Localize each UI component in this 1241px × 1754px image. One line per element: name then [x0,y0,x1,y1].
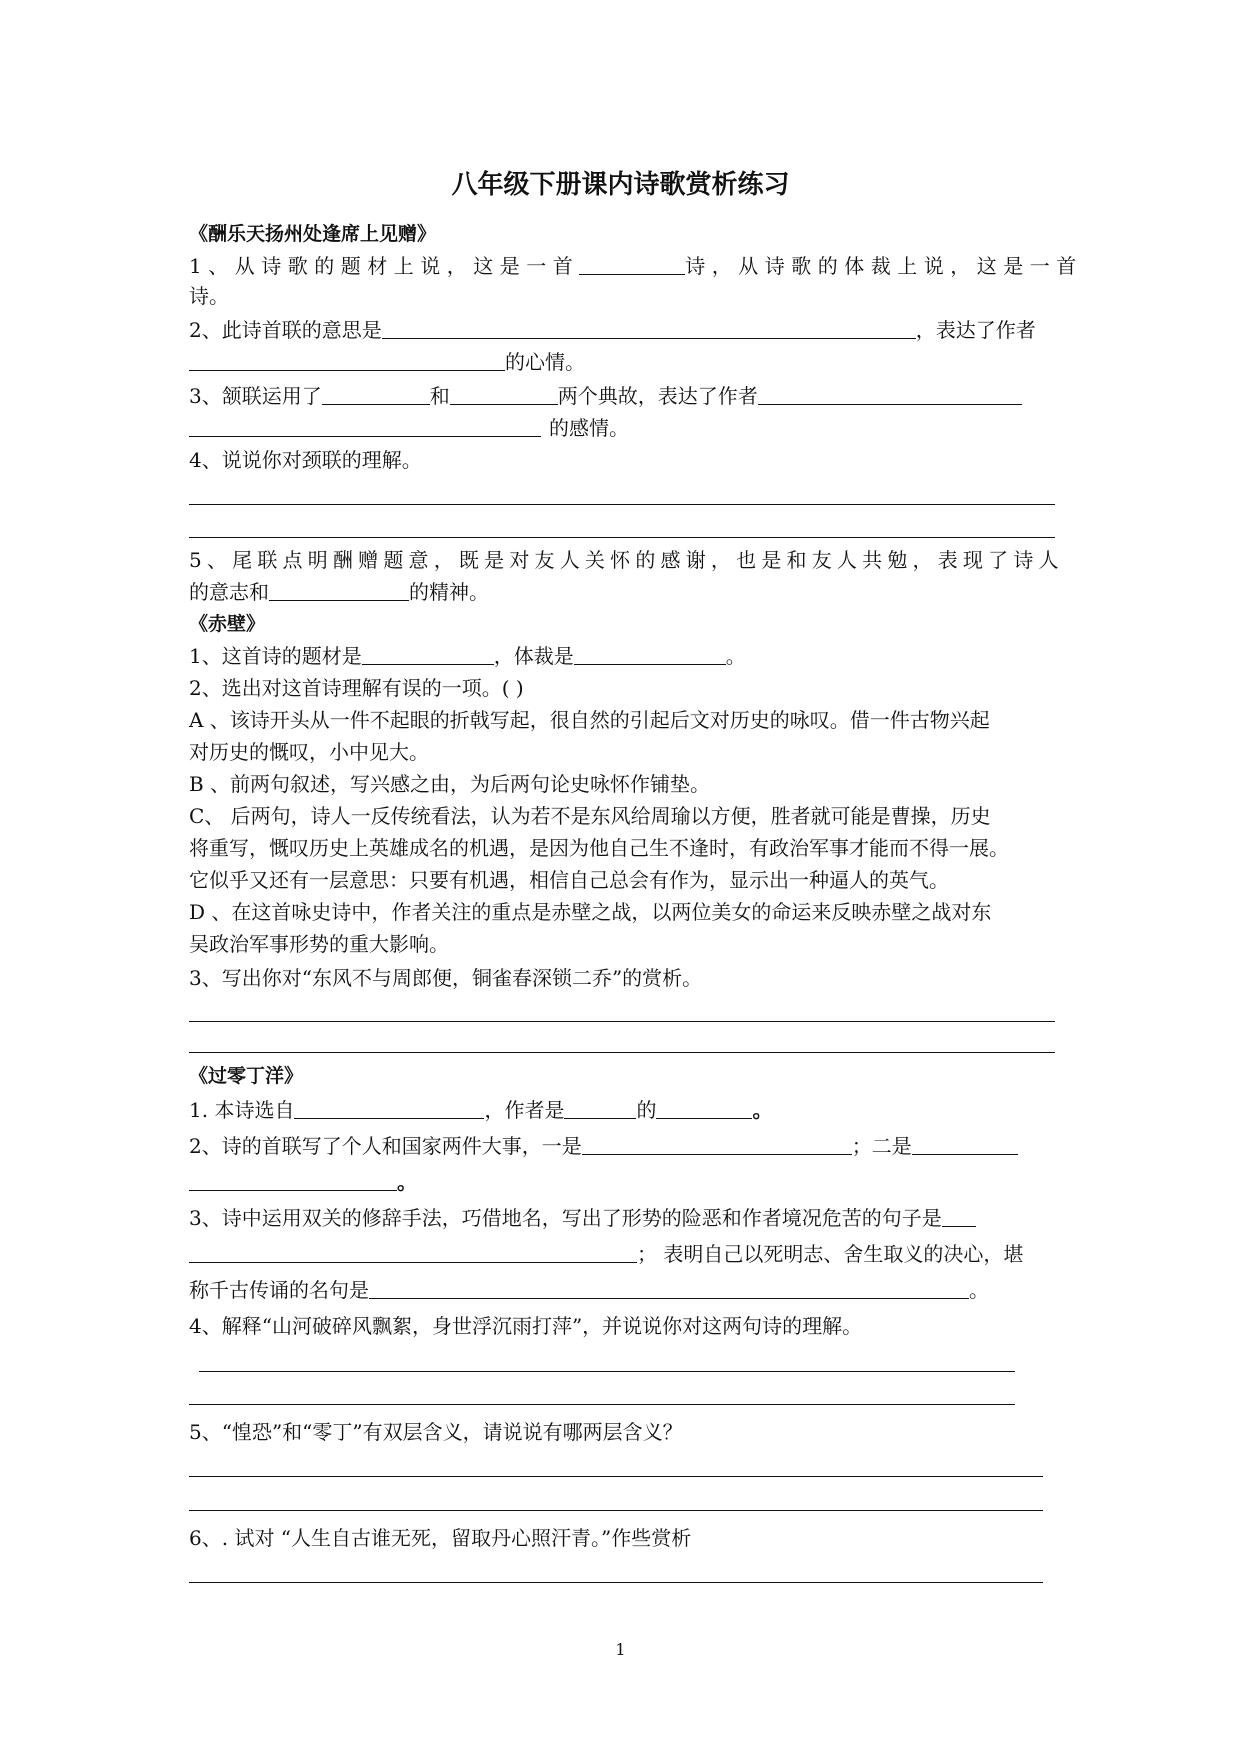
page-title: 八年级下册课内诗歌赏析练习 [451,170,790,200]
answer-line[interactable] [189,537,1055,538]
answer-blank[interactable] [564,1098,636,1119]
s2-option-c-line2: 将重写，慨叹历史上英雄成名的机遇，是因为他自己生不逢时，有政治军事才能而不得一展。 [189,836,1009,860]
s3-q3-line2: ； 表明自己以死明志、舍生取义的决心，堪 [189,1242,1023,1266]
answer-blank[interactable] [942,1206,976,1227]
answer-blank[interactable] [450,384,558,405]
s2-option-d-line2: 吴政治军事形势的重大影响。 [189,932,449,956]
s1-q2-line1: 2、此诗首联的意思是 ，表达了作者 [189,318,1036,342]
s3-q2-line2: 。 [189,1170,417,1194]
s2-q2: 2、选出对这首诗理解有误的一项。( ) [189,676,524,700]
s1-q3-line1: 3、颔联运用了 和 两个典故，表达了作者 [189,384,1022,408]
s2-q3: 3、写出你对“东风不与周郎便，铜雀春深锁二乔”的赏析。 [189,966,703,990]
s1-q3-line2: 的感情。 [189,416,629,440]
answer-blank[interactable] [574,644,726,665]
s1-q1-line2: 诗。 [189,284,229,308]
answer-blank[interactable] [189,1242,637,1263]
section-heading-2: 《赤壁》 [189,613,266,635]
section-heading-1: 《酬乐天扬州处逢席上见赠》 [189,223,437,245]
s3-q3-line3: 称千古传诵的名句是 。 [189,1278,989,1302]
s3-q6: 6、. 试对 “人生自古谁无死，留取丹心照汗青。”作些赏析 [189,1526,692,1550]
section-heading-3: 《过零丁洋》 [189,1065,304,1087]
s1-q2-line2: 的心情。 [189,350,585,374]
answer-blank[interactable] [758,384,1022,405]
s1-q5-line1: 5、尾联点明酬赠题意，既是对友人关怀的感谢，也是和友人共勉，表现了诗人 [189,548,1064,572]
s1-q1-line1: 1、从诗歌的题材上说，这是一首 诗，从诗歌的体裁上说，这是一首 [189,254,1083,278]
answer-line[interactable] [189,1052,1055,1053]
answer-blank[interactable] [369,1278,969,1299]
s2-option-b: B 、前两句叙述，写兴感之由，为后两句论史咏怀作铺垫。 [189,772,711,796]
s3-q1: 1. 本诗选自 ，作者是 的 。 [189,1098,773,1122]
answer-blank[interactable] [656,1098,752,1119]
s2-q1: 1、这首诗的题材是 ，体裁是 。 [189,644,746,668]
page-number: 1 [615,1640,626,1659]
answer-blank[interactable] [322,384,430,405]
s3-q5: 5、“惶恐”和“零丁”有双层含义，请说说有哪两层含义？ [189,1420,683,1444]
answer-line[interactable] [189,504,1055,505]
s2-option-c-line3: 它似乎又还有一层意思：只要有机遇，相信自己总会有作为，显示出一种逼人的英气。 [189,868,949,892]
s2-option-a-line2: 对历史的慨叹，小中见大。 [189,740,429,764]
answer-blank[interactable] [912,1134,1018,1155]
answer-blank[interactable] [189,1170,397,1191]
answer-blank[interactable] [189,416,541,437]
answer-blank[interactable] [294,1098,484,1119]
answer-line[interactable] [189,1021,1055,1022]
answer-blank[interactable] [582,1134,852,1155]
answer-blank[interactable] [579,254,685,275]
s3-q3-line1: 3、诗中运用双关的修辞手法，巧借地名，写出了形势的险恶和作者境况危苦的句子是 [189,1206,976,1230]
s3-q2-line1: 2、诗的首联写了个人和国家两件大事，一是 ；二是 [189,1134,1018,1158]
answer-line[interactable] [199,1371,1015,1372]
s2-option-a-line1: A 、该诗开头从一件不起眼的折戟写起，很自然的引起后文对历史的咏叹。借一件古物兴起 [189,708,990,732]
answer-line[interactable] [189,1510,1043,1511]
s1-q4: 4、说说你对颈联的理解。 [189,448,422,472]
answer-blank[interactable] [189,350,505,371]
answer-line[interactable] [189,1404,1015,1405]
s2-option-d-line1: D 、在这首咏史诗中，作者关注的重点是赤壁之战，以两位美女的命运来反映赤壁之战对东 [189,900,992,924]
answer-blank[interactable] [362,644,494,665]
answer-line[interactable] [189,1582,1043,1583]
s3-q4: 4、解释“山河破碎风飘絮，身世浮沉雨打萍”，并说说你对这两句诗的理解。 [189,1314,863,1338]
s1-q5-line2: 的意志和 的精神。 [189,580,489,604]
s2-option-c-line1: C、 后两句，诗人一反传统看法，认为若不是东风给周瑜以方便，胜者就可能是曹操，历史 [189,804,991,828]
answer-blank[interactable] [269,580,409,601]
answer-blank[interactable] [382,318,916,339]
answer-line[interactable] [189,1476,1043,1477]
